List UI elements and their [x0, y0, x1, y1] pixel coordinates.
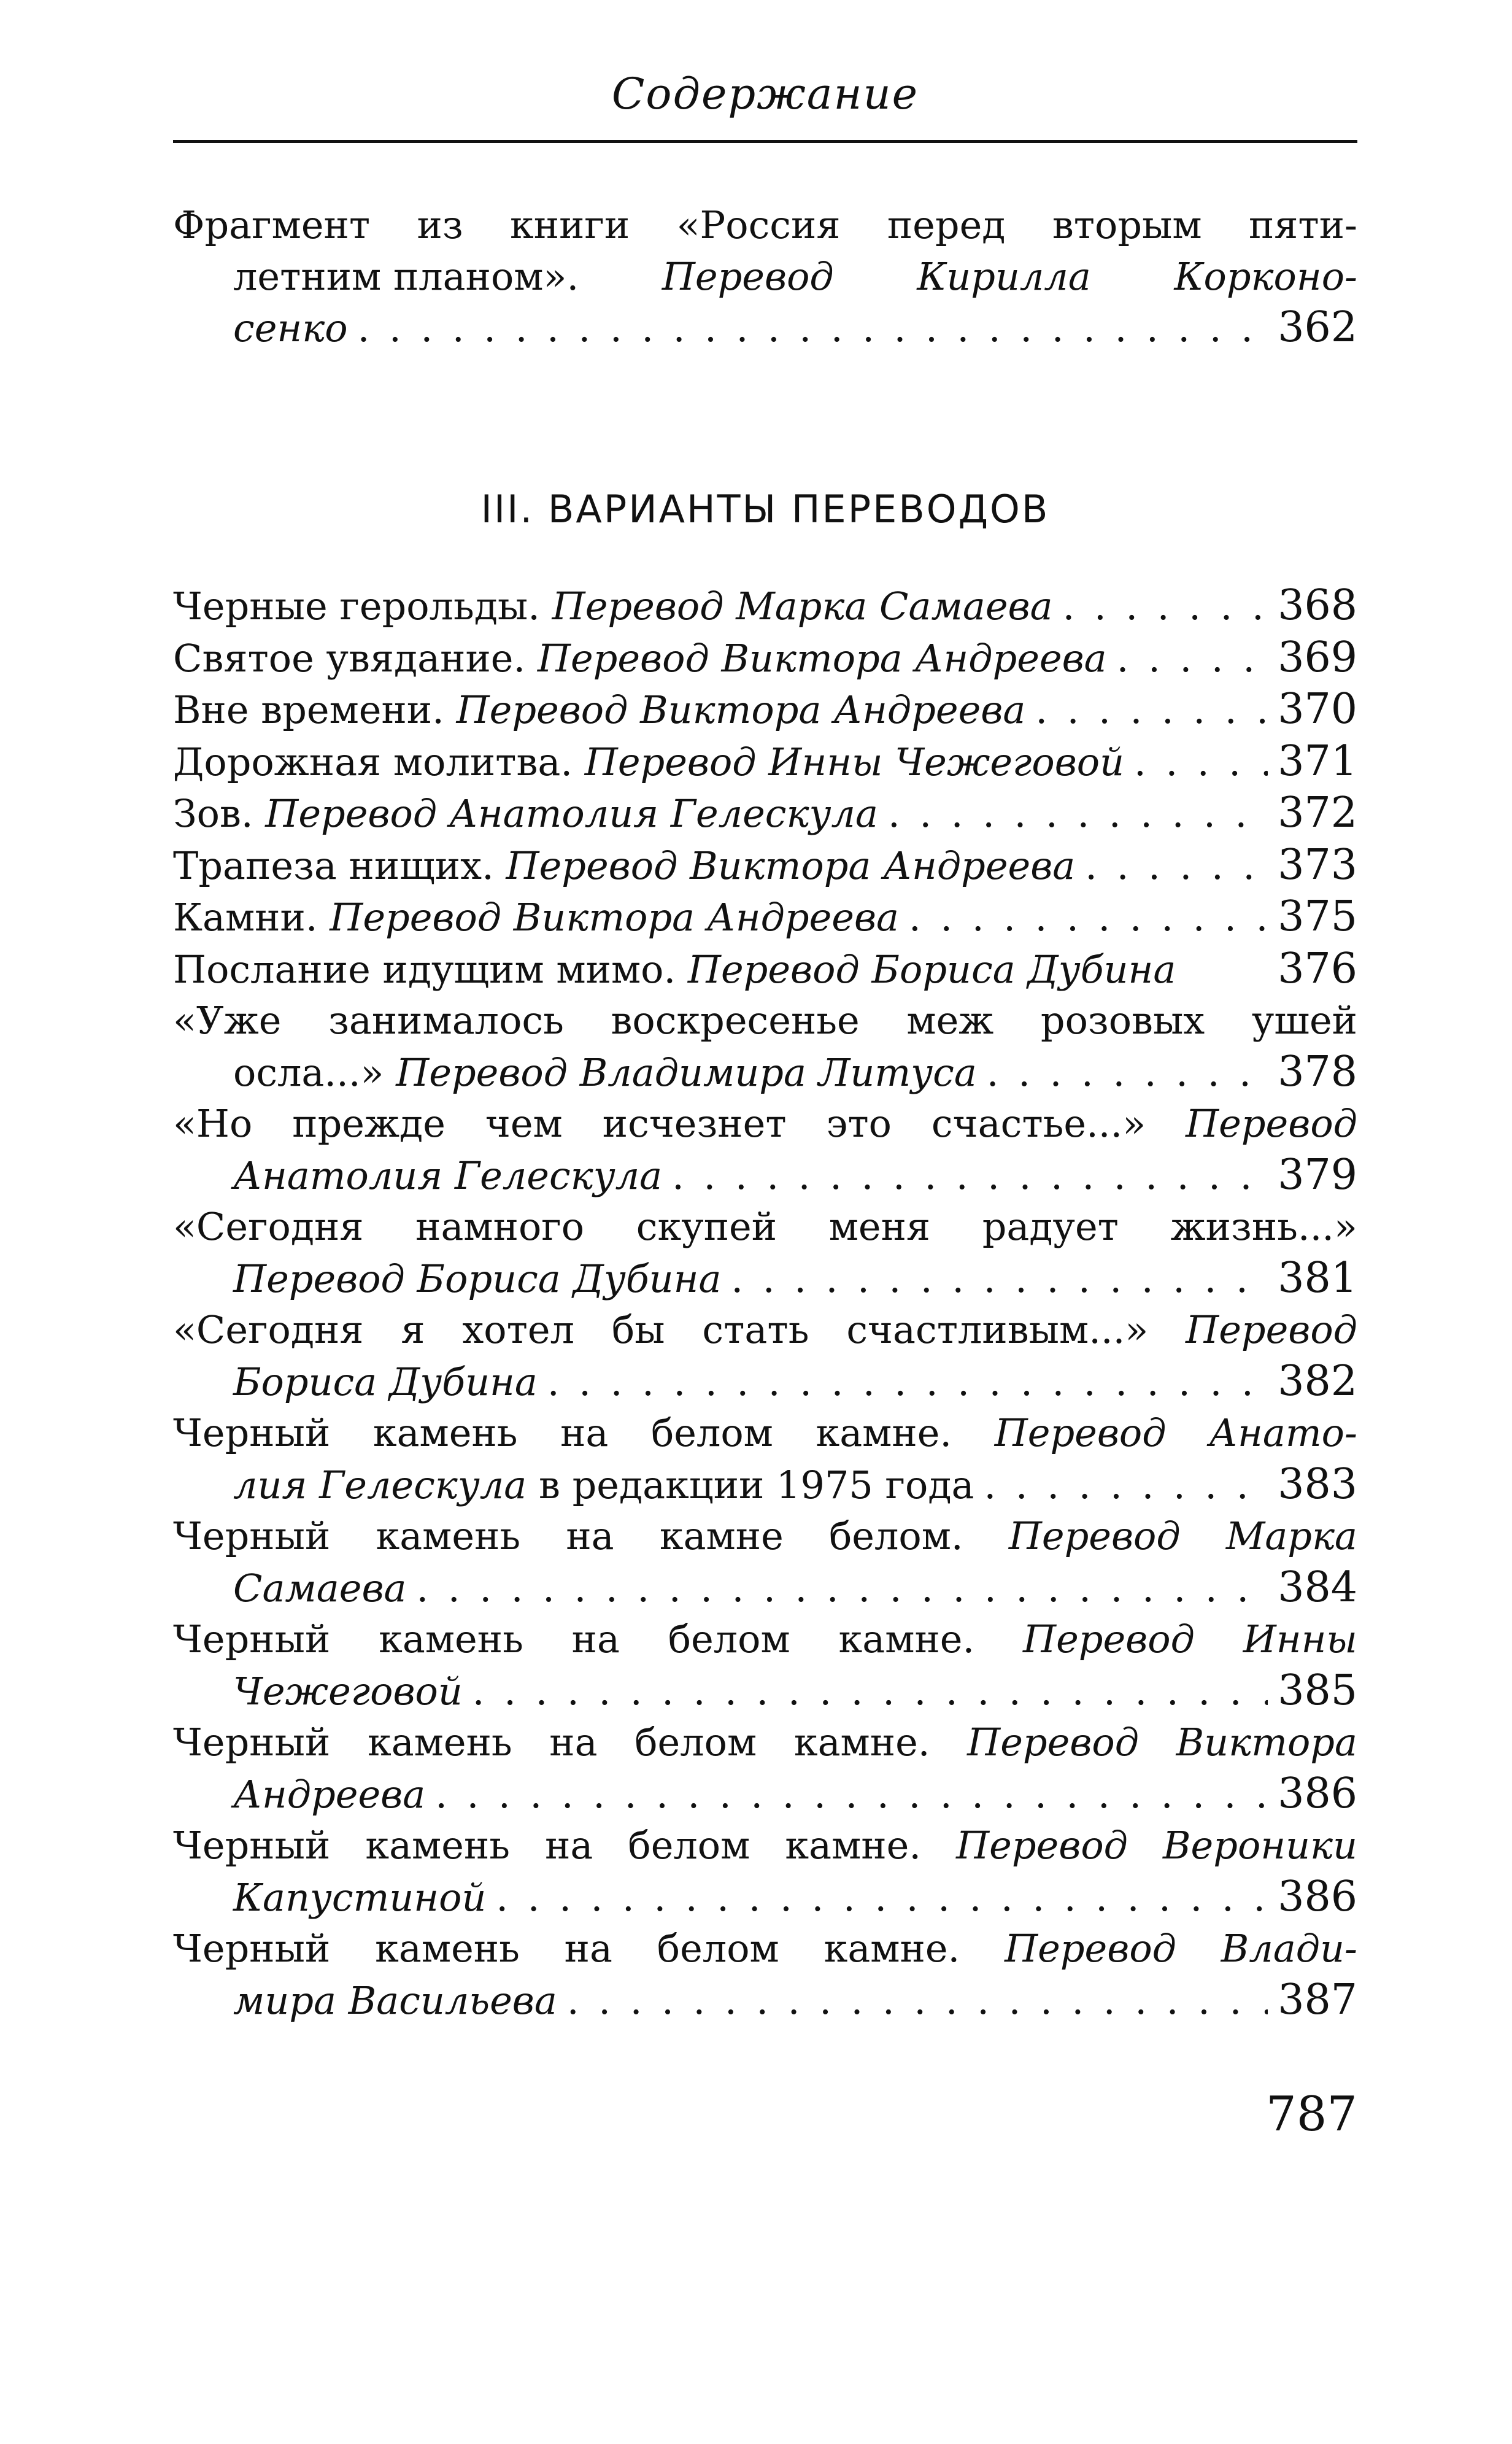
entry-line [173, 1510, 1357, 1562]
entry-translator: Андреева [233, 1771, 426, 1817]
translator-word: Перевод [662, 253, 834, 299]
page-ref: 386 [1278, 1769, 1357, 1818]
word: Черный [173, 1926, 331, 1971]
toc-entry[interactable] [173, 995, 1357, 1098]
translator-word: Перевод [1008, 1514, 1181, 1558]
word: ушей [1251, 998, 1357, 1043]
page-ref: 373 [1278, 840, 1357, 889]
entry-line [173, 1459, 1357, 1511]
word: меж [906, 998, 994, 1043]
dot-leader [417, 1563, 1268, 1614]
word: камне. [816, 1410, 952, 1455]
word: бы [611, 1307, 665, 1352]
translator-word: Корконо- [1174, 253, 1357, 299]
entry-translator: лия Гелескула [233, 1462, 527, 1507]
translator-word: Перевод [1023, 1617, 1195, 1661]
page-ref: 372 [1278, 789, 1357, 837]
entry-translator: Перевод Марка Самаева [552, 584, 1053, 628]
translator-word: Перевод [956, 1823, 1128, 1868]
entry-translator: мира Васильева [233, 1978, 557, 2023]
entry-translator: Чежеговой [233, 1668, 463, 1714]
entry-title: Вне времени. [173, 687, 444, 732]
page-ref: 378 [1278, 1047, 1357, 1096]
entry-translator: Перевод Владимира Литуса [396, 1050, 977, 1095]
page-ref: 368 [1278, 581, 1357, 630]
edition-note: в редакции 1975 года [538, 1462, 974, 1507]
toc-entry[interactable] [173, 1820, 1357, 1923]
word: хотел [462, 1307, 574, 1352]
running-head: Содержание [611, 69, 919, 119]
dot-leader [984, 1460, 1268, 1511]
toc-entry[interactable] [173, 891, 1357, 943]
dot-leader [1134, 737, 1268, 788]
page-ref: 387 [1278, 1975, 1357, 2024]
entry-translator: Перевод Анатолия Гелескула [265, 791, 878, 836]
toc-entry[interactable] [173, 632, 1357, 684]
word: камне [659, 1514, 784, 1558]
entry-title: Святое увядание. [173, 635, 526, 681]
dot-leader [567, 1975, 1268, 2027]
dot-leader [472, 1666, 1268, 1717]
page-number: 787 [1266, 2087, 1357, 2142]
word: Фрагмент [173, 203, 371, 247]
page-ref: 382 [1278, 1356, 1357, 1406]
word: камень [365, 1823, 511, 1868]
word: скупей [636, 1204, 777, 1249]
dot-leader [987, 1047, 1268, 1099]
word: камень [375, 1926, 520, 1971]
entry-translator: Капустиной [233, 1874, 487, 1920]
page-ref: 376 [1278, 944, 1357, 993]
word: камне. [793, 1720, 930, 1765]
page-ref: 385 [1278, 1666, 1357, 1715]
dot-leader [1085, 840, 1268, 892]
translator-word: Перевод [1005, 1926, 1176, 1971]
entry-line [173, 1871, 1357, 1924]
dot-leader [547, 1356, 1268, 1408]
entry-line [173, 1304, 1357, 1356]
word: перед [887, 203, 1006, 247]
word: «Сегодня [173, 1307, 364, 1352]
toc-entry[interactable] [173, 1098, 1357, 1201]
entry-line [173, 1974, 1357, 2027]
entry-line [173, 995, 1357, 1046]
toc-entry[interactable] [173, 736, 1357, 788]
toc-entry[interactable] [173, 943, 1357, 996]
translator-word: Виктора [1176, 1720, 1357, 1765]
toc-entry[interactable] [173, 1717, 1357, 1820]
page-ref: 383 [1278, 1460, 1357, 1509]
translator-word: Влади- [1221, 1926, 1357, 1971]
word: на [571, 1617, 620, 1661]
entry-translator: Перевод Бориса Дубина [687, 946, 1176, 992]
word: белом [628, 1823, 750, 1868]
dot-leader [672, 1150, 1268, 1202]
entry-line [173, 199, 1357, 251]
dot-leader [496, 1872, 1268, 1924]
word: книги [510, 203, 630, 247]
dot-leader [1117, 633, 1268, 684]
word: белом [657, 1926, 779, 1971]
toc-entry[interactable] [173, 840, 1357, 892]
page-ref: 369 [1278, 633, 1357, 682]
entry-line [173, 1665, 1357, 1717]
entry-title-part: осла...» [233, 1050, 384, 1095]
word: Черный [173, 1823, 331, 1868]
dot-leader [731, 1253, 1268, 1305]
word: камень [372, 1410, 518, 1455]
word: радует [982, 1204, 1119, 1249]
entry-line [173, 1201, 1357, 1253]
word: занималось [328, 998, 564, 1043]
translator-word: Перевод [994, 1410, 1167, 1455]
word: «Сегодня [173, 1204, 364, 1249]
translator-word: Анато- [1209, 1410, 1357, 1455]
word: на [549, 1720, 598, 1765]
word: розовых [1040, 998, 1205, 1043]
entry-line [173, 302, 1357, 354]
word: я [401, 1307, 425, 1352]
page-ref: 381 [1278, 1253, 1357, 1302]
word: на [560, 1410, 609, 1455]
translator-word: Перевод [967, 1720, 1140, 1765]
word: Черный [173, 1617, 331, 1661]
dot-leader [435, 1769, 1268, 1820]
entry-translator: Самаева [233, 1565, 407, 1611]
word: белом. [828, 1514, 963, 1558]
toc-entry[interactable] [173, 1614, 1357, 1717]
entry-line [173, 1150, 1357, 1202]
word: прежде [292, 1101, 446, 1146]
translator-word: Перевод [1186, 1307, 1357, 1352]
entry-title: Зов. [173, 791, 253, 836]
entry-line [173, 1717, 1357, 1768]
entry-title-part: летним планом». [233, 253, 579, 299]
entry-translator: Перевод Виктора Андреева [456, 687, 1026, 732]
toc-entry[interactable] [173, 580, 1357, 632]
entry-translator: Анатолия Гелескула [233, 1153, 663, 1198]
entry-line [173, 251, 1357, 303]
page-ref: 370 [1278, 685, 1357, 733]
word: из [417, 203, 463, 247]
toc-entry[interactable] [173, 1201, 1357, 1304]
word: исчезнет [602, 1101, 787, 1146]
header-rule [173, 140, 1357, 143]
entry-line [173, 1614, 1357, 1665]
entry-line [173, 1253, 1357, 1305]
word: чем [485, 1101, 563, 1146]
toc-entry[interactable] [173, 684, 1357, 736]
word: намного [415, 1204, 585, 1249]
word: на [545, 1823, 593, 1868]
word: это [826, 1101, 892, 1146]
page-ref: 375 [1278, 892, 1357, 941]
word: Черный [173, 1720, 331, 1765]
toc-entry[interactable] [173, 1304, 1357, 1407]
word: стать [702, 1307, 809, 1352]
dot-leader [888, 788, 1268, 840]
entry-translator: Перевод Виктора Андреева [537, 635, 1107, 681]
entry-title: Трапеза нищих. [173, 843, 494, 888]
word: камне. [785, 1823, 922, 1868]
toc-entry[interactable] [173, 1407, 1357, 1510]
word: пяти- [1248, 203, 1357, 247]
word: камень [367, 1720, 512, 1765]
word: белом [668, 1617, 790, 1661]
word: камень [379, 1617, 523, 1661]
toc-entry[interactable] [173, 787, 1357, 840]
word: белом [650, 1410, 773, 1455]
dot-leader [909, 892, 1268, 943]
entry-line [173, 1098, 1357, 1150]
word: на [564, 1926, 612, 1971]
entry-line [173, 1923, 1357, 1974]
page-ref: 384 [1278, 1563, 1357, 1612]
word: «Россия [676, 203, 841, 247]
translator-name: сенко [233, 306, 348, 350]
dot-leader [1063, 581, 1268, 632]
entry-translator: Перевод Виктора Андреева [330, 895, 900, 940]
entry-line [173, 1768, 1357, 1820]
toc-entry[interactable] [173, 1923, 1357, 2026]
entry-line [173, 1356, 1357, 1408]
entry-line [173, 1562, 1357, 1614]
entry-title: Послание идущим мимо. [173, 946, 676, 992]
entry-title: Камни. [173, 895, 318, 940]
toc-entry [173, 199, 1357, 354]
translator-word: Марка [1225, 1514, 1357, 1558]
entry-translator: Бориса Дубина [233, 1359, 538, 1404]
entry-line [173, 1046, 1357, 1099]
entry-title: Дорожная молитва. [173, 739, 573, 784]
word: вторым [1052, 203, 1202, 247]
preceding-entry-block [173, 199, 1357, 354]
word: Черный [173, 1410, 331, 1455]
word: счастье...» [931, 1101, 1146, 1146]
page-ref: 379 [1278, 1150, 1357, 1199]
entry-translator: Перевод Бориса Дубина [233, 1256, 722, 1301]
word: «Уже [173, 998, 282, 1043]
page-ref: 371 [1278, 737, 1357, 786]
word: белом [634, 1720, 757, 1765]
translator-word: Вероники [1163, 1823, 1357, 1868]
dot-leader [1035, 684, 1268, 736]
entry-translator: Перевод Виктора Андреева [506, 843, 1076, 888]
word: счастливым...» [846, 1307, 1149, 1352]
translator-word: Кирилла [917, 253, 1091, 299]
word: камень [376, 1514, 521, 1558]
word: на [566, 1514, 614, 1558]
dot-leader [358, 303, 1268, 354]
word: «Но [173, 1101, 253, 1146]
section-title: III. ВАРИАНТЫ ПЕРЕВОДОВ [480, 487, 1050, 532]
page-ref[interactable]: 362 [1278, 303, 1357, 352]
word: Черный [173, 1514, 331, 1558]
translator-word: Перевод [1186, 1101, 1357, 1146]
toc-entry[interactable] [173, 1510, 1357, 1614]
translator-word: Инны [1243, 1617, 1357, 1661]
word: меня [828, 1204, 931, 1249]
entry-title: Черные герольды. [173, 584, 540, 628]
word: камне. [824, 1926, 960, 1971]
entry-translator: Перевод Инны Чежеговой [584, 739, 1125, 784]
word: жизнь...» [1170, 1204, 1357, 1249]
book-page [173, 0, 1357, 2444]
word: камне. [838, 1617, 975, 1661]
word: воскресенье [611, 998, 860, 1043]
toc-list [173, 580, 1357, 2026]
entry-line [173, 1407, 1357, 1459]
page-ref: 386 [1278, 1872, 1357, 1921]
entry-line [173, 1820, 1357, 1871]
